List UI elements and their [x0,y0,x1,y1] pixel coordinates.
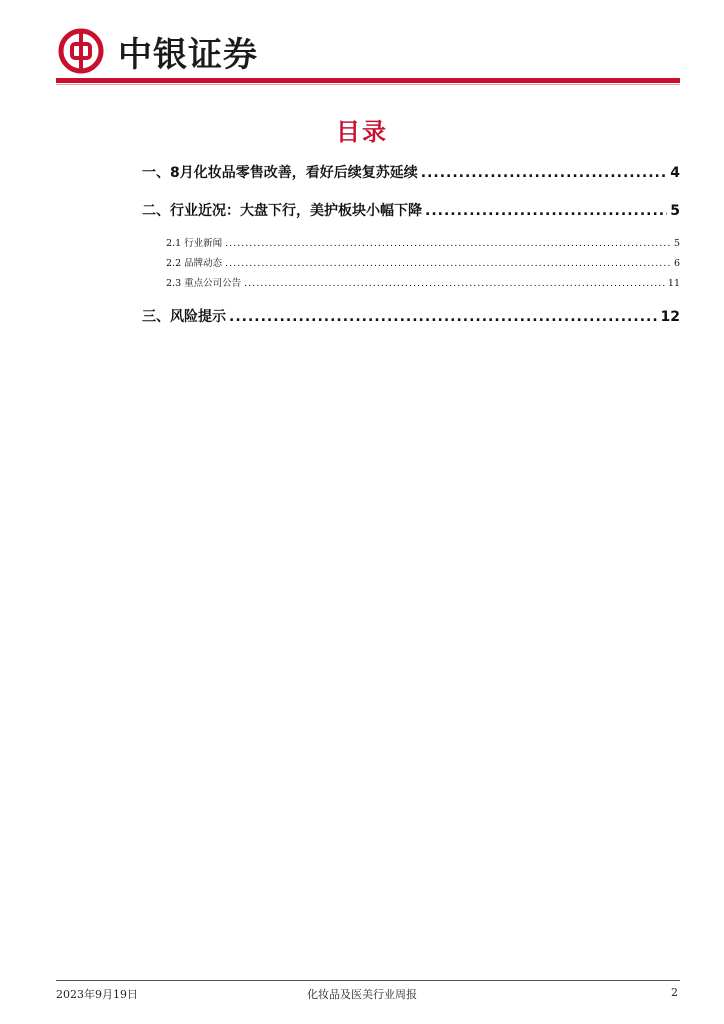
toc-leader-dots [425,203,667,219]
footer-divider [56,980,680,981]
toc-entry-label: 二、行业近况：大盘下行，美护板块小幅下降 [142,203,422,219]
toc-entry-section-2-1[interactable] [166,235,680,249]
toc-entry-page: 6 [673,258,680,269]
header-divider-thin [56,84,680,85]
toc-leader-dots [229,309,658,325]
brand-name: 中银证券 [118,34,258,75]
bank-of-china-logo-icon [58,28,104,74]
toc-entry-page: 5 [670,203,680,219]
toc-title: 目录 [336,118,388,146]
toc-entry-section-2-3[interactable] [166,275,680,289]
toc-entry-label: 2.2 品牌动态 [166,258,223,269]
toc-entry-label: 一、8月化妆品零售改善，看好后续复苏延续 [142,165,418,181]
toc-entry-label: 2.3 重点公司公告 [166,278,242,289]
toc-entry-label: 2.1 行业新闻 [166,238,223,249]
toc-entry-page: 5 [673,238,680,249]
toc-leader-dots [225,238,671,249]
footer-date: 2023年9月19日 [56,988,138,1001]
footer-page-number: 2 [671,986,678,999]
toc-leader-dots [225,258,671,269]
toc-entry-section-3[interactable] [142,306,680,326]
toc-entry-label: 三、风险提示 [142,309,226,325]
toc-entry-section-2-2[interactable] [166,255,680,269]
footer-report-name: 化妆品及医美行业周报 [307,988,417,1001]
toc-leader-dots [244,278,665,289]
toc-entry-page: 4 [670,165,680,181]
report-header [58,26,258,76]
toc-entry-section-2[interactable] [142,200,680,220]
header-divider [56,78,680,83]
toc-entry-section-1[interactable] [142,162,680,182]
toc-entry-page: 11 [667,278,680,289]
toc-leader-dots [421,165,668,181]
toc-entry-page: 12 [660,309,680,325]
